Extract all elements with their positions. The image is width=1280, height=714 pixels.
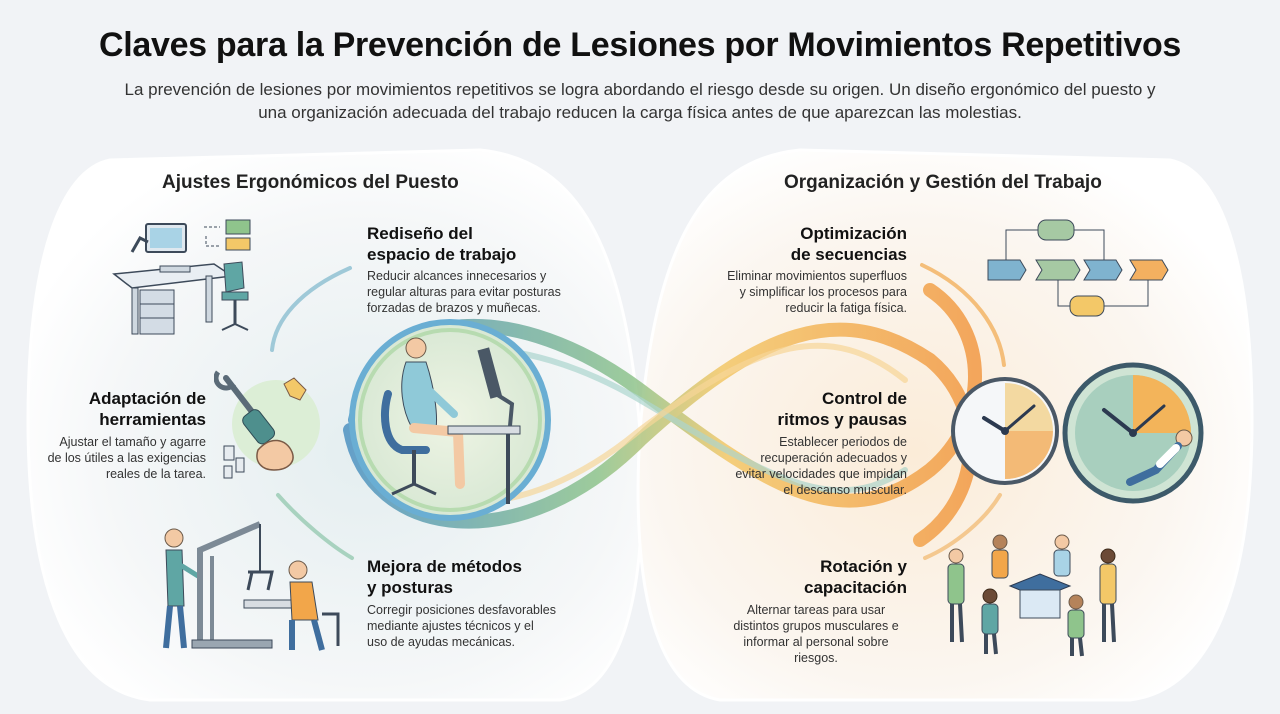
text-line: recuperación adecuados y: [760, 451, 907, 465]
text-line: de los útiles a las exigencias: [47, 451, 206, 465]
team-training-icon: [940, 532, 1130, 660]
text-line: regular alturas para evitar posturas: [367, 285, 561, 299]
text-line: reducir la fatiga física.: [785, 301, 907, 315]
heading-line: herramientas: [99, 410, 206, 429]
right-item-3-heading: [750, 556, 907, 598]
heading-line: de secuencias: [790, 245, 907, 264]
clock-icon: [950, 376, 1060, 486]
desk-workstation-icon: [104, 212, 264, 342]
text-line: Ajustar el tamaño y agarre: [59, 435, 206, 449]
text-line: uso de ayudas mecánicas.: [367, 635, 516, 649]
text-line: y simplificar los procesos para: [739, 285, 907, 299]
heading-line: ritmos y pausas: [777, 410, 907, 429]
right-item-2-heading: [750, 388, 907, 430]
page-title: Claves para la Prevención de Lesiones por Movimientos Repetitivos: [98, 26, 1182, 64]
heading-line: espacio de trabajo: [367, 245, 517, 264]
text-line: forzadas de brazos y muñecas.: [367, 301, 541, 315]
heading-line: Control de: [822, 389, 907, 408]
text-line: Reducir alcances innecesarios y: [367, 269, 547, 283]
text-line: Alternar tareas para usar: [746, 603, 886, 617]
left-section-title: Ajustes Ergonómicos del Puesto: [162, 172, 459, 193]
right-item-3-text: [716, 602, 916, 666]
text-line: distintos grupos musculares e: [733, 619, 899, 633]
left-item-2-heading: [40, 388, 206, 430]
text-line: informar al personal sobre: [743, 635, 889, 649]
rest-clock-icon: [1060, 360, 1206, 506]
page-subtitle: La prevención de lesiones por movimientos repetitivos se logra abordando el riesgo desde su origen. Un diseño ergonómico del puesto y una organización adecuada del trabajo reducen la carga física antes de que aparezcan las molestias.: [124, 80, 1156, 122]
heading-line: capacitación: [804, 578, 907, 597]
right-item-1-heading: [720, 223, 907, 265]
text-line: mediante ajustes técnicos y el: [367, 619, 534, 633]
right-item-2-text: [720, 434, 907, 498]
left-item-1-text: [367, 268, 561, 316]
left-item-3-heading: [367, 556, 522, 598]
left-item-2-text: [30, 434, 206, 482]
text-line: Eliminar movimientos superfluos: [727, 269, 907, 283]
text-line: evitar velocidades que impidan: [735, 467, 907, 481]
text-line: reales de la tarea.: [105, 467, 206, 481]
heading-line: y posturas: [367, 578, 453, 597]
heading-line: Mejora de métodos: [367, 557, 522, 576]
heading-line: Optimización: [800, 224, 907, 243]
left-item-3-text: [367, 602, 556, 650]
text-line: riesgos.: [794, 651, 838, 665]
mechanical-lift-icon: [152, 516, 342, 656]
heading-line: Adaptación de: [88, 389, 206, 408]
heading-line: Rediseño del: [367, 224, 473, 243]
hand-tool-icon: [214, 366, 324, 486]
text-line: Establecer periodos de: [779, 435, 907, 449]
left-item-1-heading: [367, 223, 516, 265]
process-flow-icon: [984, 216, 1174, 320]
text-line: Corregir posiciones desfavorables: [367, 603, 556, 617]
text-line: el descanso muscular.: [783, 483, 907, 497]
heading-line: Rotación y: [820, 557, 907, 576]
right-section-title: Organización y Gestión del Trabajo: [784, 172, 1102, 193]
right-item-1-text: [700, 268, 907, 316]
seated-worker-icon: [372, 334, 532, 510]
